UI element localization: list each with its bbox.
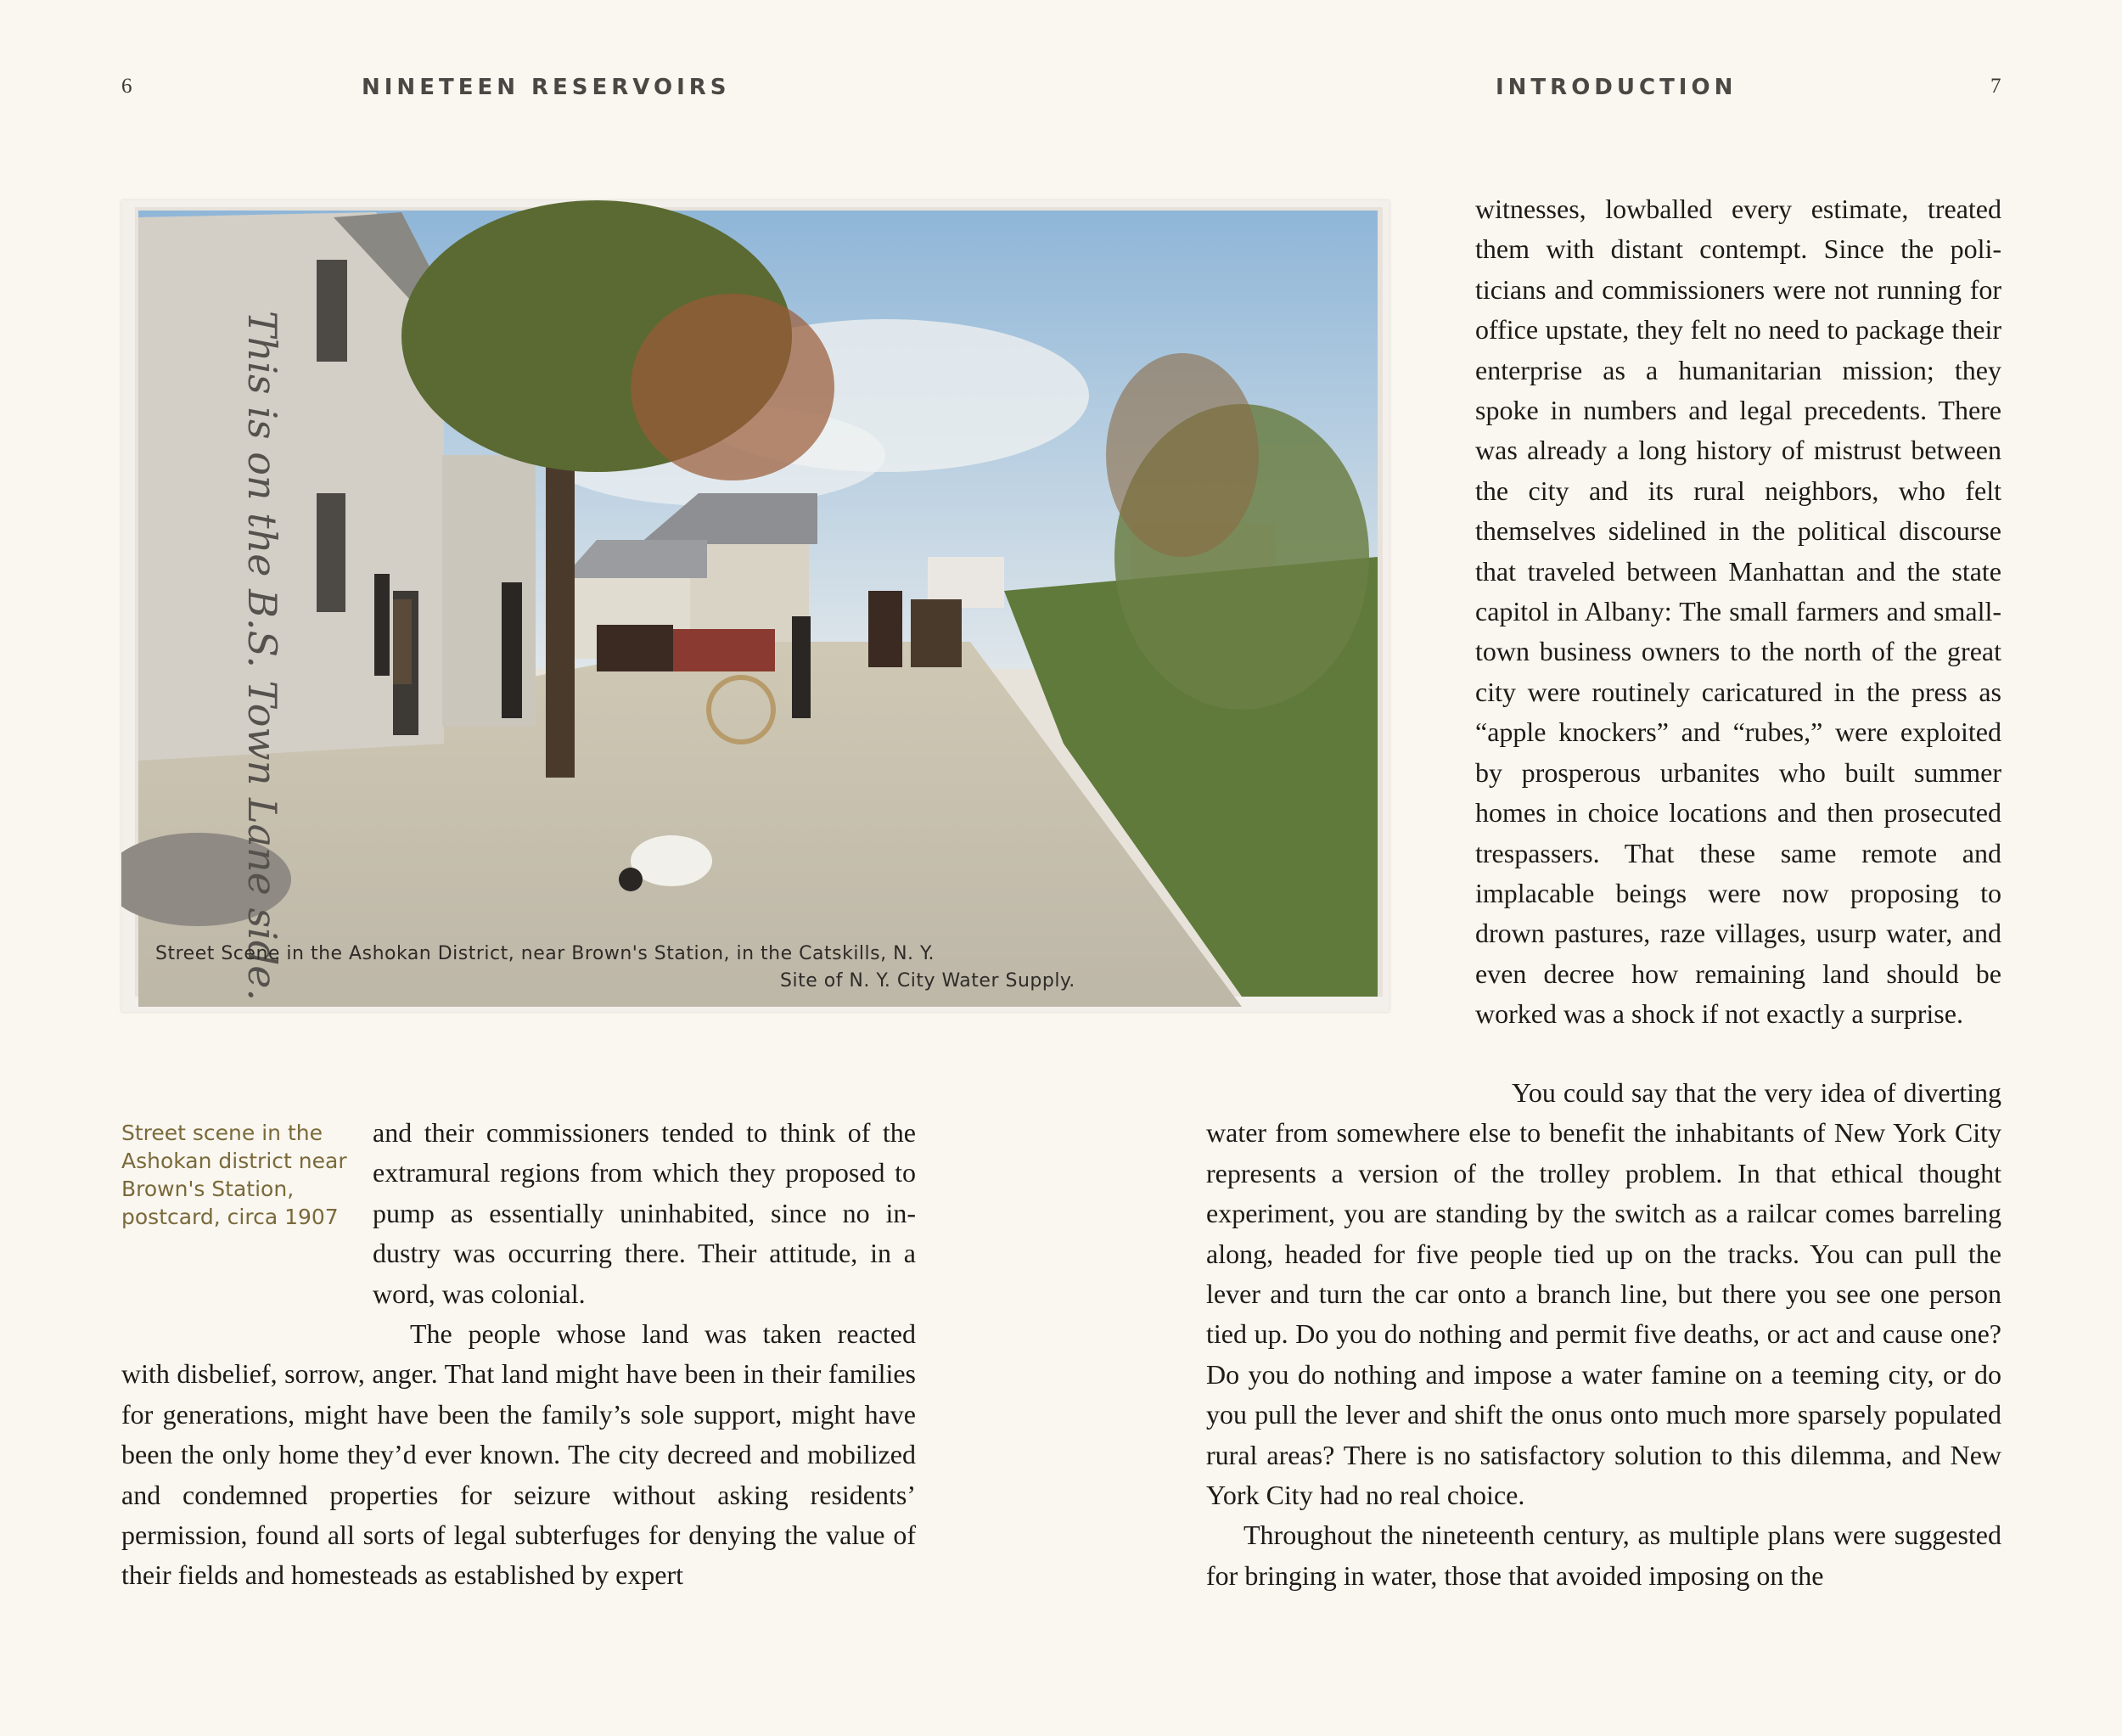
figure-caption: Street scene in the Ashokan district near Brown's Station, postcard, circa 1907 [121, 1121, 347, 1229]
right-paragraph-1: witnesses, lowballed every estimate, treated them with distant contempt. Since the politicians and commissioners were not running for office upstate, they felt no need to package their enterprise as a humanitarian mission; they spoke in numbers and legal precedents. There was already a long history of mistrust between the city and its rural neighbors, who felt themselves sidelined in the political discourse that traveled between Manhattan and the state capitol in Albany: The small farmers and small-town business owners to the north of the great city were routinely caricatured in the press as “apple knockers” and “rubes,” were exploited by prosperous urbanites who built summer homes in choice locations and then prosecuted trespassers. That these same remote and implacable beings were now proposing to drown pastures, raze villages, usurp water, and even decree how remaining land should be worked was a shock if not exactly a surprise. [1475, 194, 2001, 1030]
postcard-caption-line-1: Street Scene in the Ashokan District, near Brown's Station, in the Catskills, N. Y. [155, 943, 935, 964]
postcard-handwriting: This is on the B.S. Town Lane side. [239, 311, 285, 1002]
right-paragraph-2: You could say that the very idea of diverting water from somewhere else to benefit the inhabitants of New York City represents a version of the trolley problem. In that ethical thought experiment, you are standing by the switch as a railcar comes barreling along, headed for five people tied up on the tracks. You can pull the lever and turn the car onto a branch line, but there you see one person tied up. Do you do nothing and permit five deaths, or act and cause one? Do you do nothing and impose a water famine on a teeming city, or do you pull the lever and shift the onus onto much more sparsely populated rural areas? There is no satisfactory solution to this dilemma, and New York City had no real choice. [1206, 1077, 2001, 1511]
postcard-image [121, 200, 1389, 1012]
right-paragraph-3: Throughout the nineteenth century, as multiple plans were suggested for bringing in water, those that avoided imposing on the [1206, 1520, 2001, 1591]
left-paragraph-1: and their commissioners tended to think of the extramural regions from which they proposed to pump as essentially uninhabited, since no industry was occurring there. Their attitude, in a word, was colonial. [373, 1117, 916, 1309]
right-page-number: 7 [1990, 75, 2001, 98]
right-running-head: INTRODUCTION [1496, 75, 1737, 100]
left-paragraph-2: The people whose land was taken reacted with disbelief, sorrow, anger. That land might have been in their families for generations, might have been the family’s sole support, might have been the only home they’d ever known. The city decreed and mobilized and condemned properties for seizure without asking residents’ permission, found all sorts of legal subterfuges for denying the value of their fields and homesteads as established by expert [121, 1318, 916, 1591]
left-page-text [121, 1314, 916, 1596]
left-column-text [373, 1113, 916, 1314]
right-page-text [1206, 1073, 2001, 1596]
postcard-caption-line-2: Site of N. Y. City Water Supply. [780, 970, 1075, 992]
left-page-number: 6 [121, 75, 132, 98]
left-running-head: NINETEEN RESERVOIRS [362, 75, 731, 100]
right-column-text [1475, 189, 2001, 1035]
